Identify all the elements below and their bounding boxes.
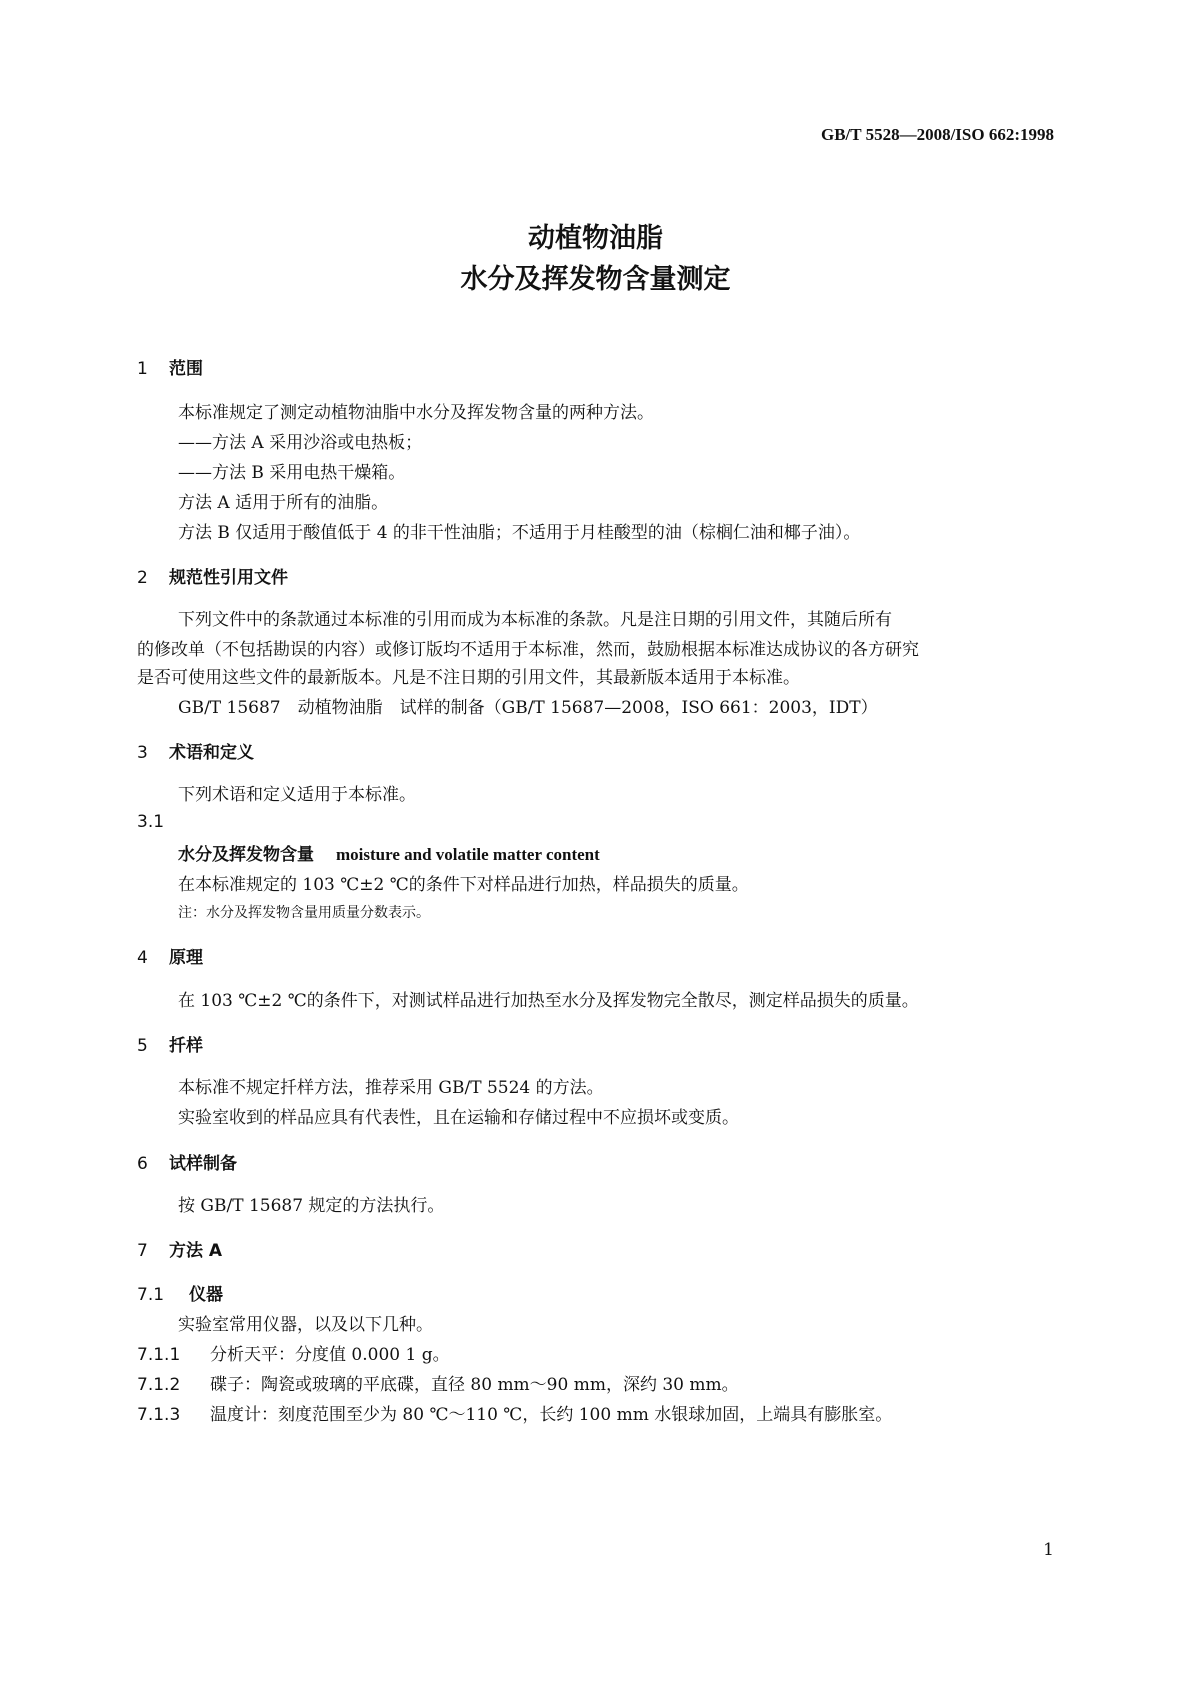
section-title: 范围 (169, 359, 203, 379)
paragraph: 按 GB/T 15687 规定的方法执行。 (178, 1196, 445, 1216)
paragraph-line: 的修改单（不包括勘误的内容）或修订版均不适用于本标准，然而，鼓励根据本标准达成协议的各方研究 (137, 640, 919, 660)
item-number: 7.1.1 (137, 1345, 181, 1365)
paragraph: 方法 B 仅适用于酸值低于 4 的非干性油脂；不适用于月桂酸型的油（棕榈仁油和椰子油）。 (178, 523, 861, 543)
list-item: ——方法 A 采用沙浴或电热板； (178, 433, 423, 453)
item-number: 7.1.2 (137, 1375, 181, 1395)
term-definition: 在本标准规定的 103 ℃±2 ℃的条件下对样品进行加热，样品损失的质量。 (178, 875, 749, 895)
item-text: 分析天平：分度值 0.000 1 g。 (210, 1345, 450, 1365)
list-item: ——方法 B 采用电热干燥箱。 (178, 463, 406, 483)
subsection-7-1-heading (137, 1280, 223, 1305)
paragraph: 在 103 ℃±2 ℃的条件下，对测试样品进行加热至水分及挥发物完全散尽，测定样品损失的质量。 (178, 991, 919, 1011)
term-english: moisture and volatile matter content (336, 845, 600, 864)
section-2-heading (137, 563, 288, 588)
section-title: 术语和定义 (169, 743, 254, 763)
item-number: 7.1.3 (137, 1405, 181, 1425)
note: 注：水分及挥发物含量用质量分数表示。 (178, 905, 430, 921)
item-text: 温度计：刻度范围至少为 80 ℃～110 ℃，长约 100 mm 水银球加固，上端具有膨胀室。 (210, 1405, 893, 1425)
paragraph: 方法 A 适用于所有的油脂。 (178, 493, 389, 513)
term-chinese: 水分及挥发物含量 (178, 845, 314, 865)
paragraph: 本标准规定了测定动植物油脂中水分及挥发物含量的两种方法。 (178, 403, 654, 423)
section-title: 方法 A (169, 1241, 223, 1261)
section-number: 7 (137, 1241, 148, 1261)
paragraph-line: 下列文件中的条款通过本标准的引用而成为本标准的条款。凡是注日期的引用文件，其随后所有 (178, 610, 892, 630)
paragraph: 下列术语和定义适用于本标准。 (178, 785, 416, 805)
section-1-heading (137, 354, 203, 379)
list-item (137, 1340, 450, 1365)
item-text: 碟子：陶瓷或玻璃的平底碟，直径 80 mm～90 mm，深约 30 mm。 (210, 1375, 739, 1395)
section-5-heading (137, 1031, 203, 1056)
list-item (137, 1370, 739, 1395)
term-number: 3.1 (137, 812, 165, 832)
page-number: 1 (1043, 1540, 1054, 1560)
section-6-heading (137, 1149, 237, 1174)
term-entry (178, 840, 600, 865)
list-item (137, 1400, 892, 1425)
section-number: 3 (137, 743, 148, 763)
section-number: 5 (137, 1036, 148, 1056)
standard-code: GB/T 5528—2008/ISO 662:1998 (821, 125, 1054, 144)
normative-reference: GB/T 15687 动植物油脂 试样的制备（GB/T 15687—2008，ISO 661：2003，IDT） (178, 698, 878, 718)
paragraph: 实验室常用仪器，以及以下几种。 (178, 1315, 433, 1335)
document-title-line1: 动植物油脂 (528, 223, 663, 254)
section-7-heading (137, 1236, 222, 1261)
paragraph: 本标准不规定扦样方法，推荐采用 GB/T 5524 的方法。 (178, 1078, 604, 1098)
document-title-line2: 水分及挥发物含量测定 (460, 264, 731, 295)
section-number: 2 (137, 568, 148, 588)
section-number: 1 (137, 359, 148, 379)
section-title: 试样制备 (169, 1154, 237, 1174)
subsection-title: 仪器 (189, 1285, 223, 1305)
section-3-heading (137, 738, 254, 763)
section-title: 规范性引用文件 (169, 568, 288, 588)
subsection-number: 7.1 (137, 1285, 165, 1305)
section-4-heading (137, 943, 203, 968)
section-number: 6 (137, 1154, 148, 1174)
paragraph-line: 是否可使用这些文件的最新版本。凡是不注日期的引用文件，其最新版本适用于本标准。 (137, 668, 800, 688)
section-title: 扦样 (169, 1036, 203, 1056)
paragraph: 实验室收到的样品应具有代表性，且在运输和存储过程中不应损坏或变质。 (178, 1108, 739, 1128)
section-number: 4 (137, 948, 148, 968)
section-title: 原理 (169, 948, 203, 968)
